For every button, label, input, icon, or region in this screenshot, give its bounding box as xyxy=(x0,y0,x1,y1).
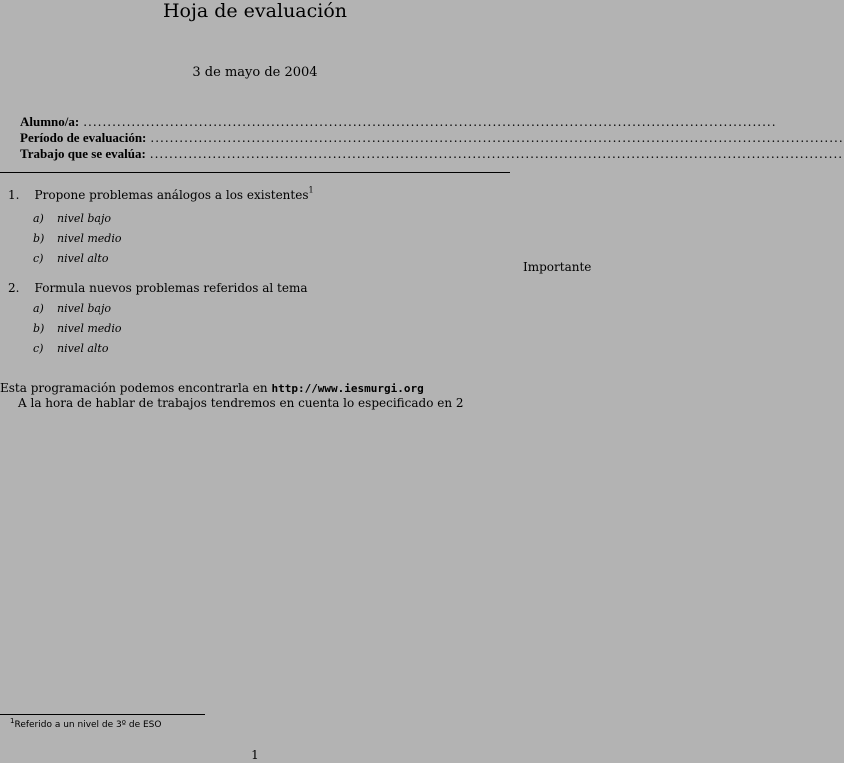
sub-item xyxy=(33,342,108,355)
item-text: Formula nuevos problemas referidos al tema xyxy=(34,281,308,295)
item-text: Propone problemas análogos a los existentes xyxy=(34,188,309,202)
footnote-number: 1 xyxy=(10,717,15,725)
sub-text: nivel alto xyxy=(57,252,109,265)
sub-text: nivel medio xyxy=(57,322,122,335)
footnote-rule xyxy=(0,714,205,715)
page-number: 1 xyxy=(251,748,259,762)
paragraph-text: Esta programación podemos encontrarla en xyxy=(0,381,272,395)
document-date: 3 de mayo de 2004 xyxy=(192,65,318,80)
sub-text: nivel medio xyxy=(57,232,122,245)
paragraph-program xyxy=(0,381,424,395)
sub-letter: a) xyxy=(33,302,44,315)
item-number: 2. xyxy=(8,281,20,295)
sub-letter: a) xyxy=(33,212,44,225)
sub-text: nivel bajo xyxy=(57,302,111,315)
paragraph-work: A la hora de hablar de trabajos tendremos en cuenta lo especificado en 2 xyxy=(18,396,464,410)
sub-letter: c) xyxy=(33,342,44,355)
footnote-mark: 1 xyxy=(308,185,314,195)
field-label: Trabajo que se evalúa: xyxy=(20,146,146,161)
sub-text: nivel alto xyxy=(57,342,109,355)
fill-line: ................................................................................................................................................ xyxy=(149,147,844,161)
list-item xyxy=(8,184,314,203)
fill-line: ................................................................................................................................................ xyxy=(150,131,844,145)
footnote xyxy=(10,717,161,730)
horizontal-rule xyxy=(0,172,510,173)
document-title: Hoja de evaluación xyxy=(162,0,348,22)
sub-item xyxy=(33,232,121,245)
website-link[interactable]: http://www.iesmurgi.org xyxy=(271,382,424,395)
fill-line: ................................................................................................................................................ xyxy=(83,115,777,129)
item-number: 1. xyxy=(8,188,20,202)
field-student xyxy=(20,114,777,130)
sub-item xyxy=(33,322,121,335)
sub-text: nivel bajo xyxy=(57,212,111,225)
field-work xyxy=(20,146,844,162)
sub-item xyxy=(33,212,111,225)
sub-item xyxy=(33,302,111,315)
field-label: Alumno/a: xyxy=(20,114,80,129)
footnote-text: Referido a un nivel de 3º de ESO xyxy=(14,720,162,730)
sub-letter: b) xyxy=(33,322,45,335)
sub-letter: c) xyxy=(33,252,44,265)
field-label: Período de evaluación: xyxy=(20,130,147,145)
margin-note: Importante xyxy=(523,260,592,274)
sub-letter: b) xyxy=(33,232,45,245)
list-item xyxy=(8,277,308,296)
field-period xyxy=(20,130,844,146)
sub-item xyxy=(33,252,108,265)
